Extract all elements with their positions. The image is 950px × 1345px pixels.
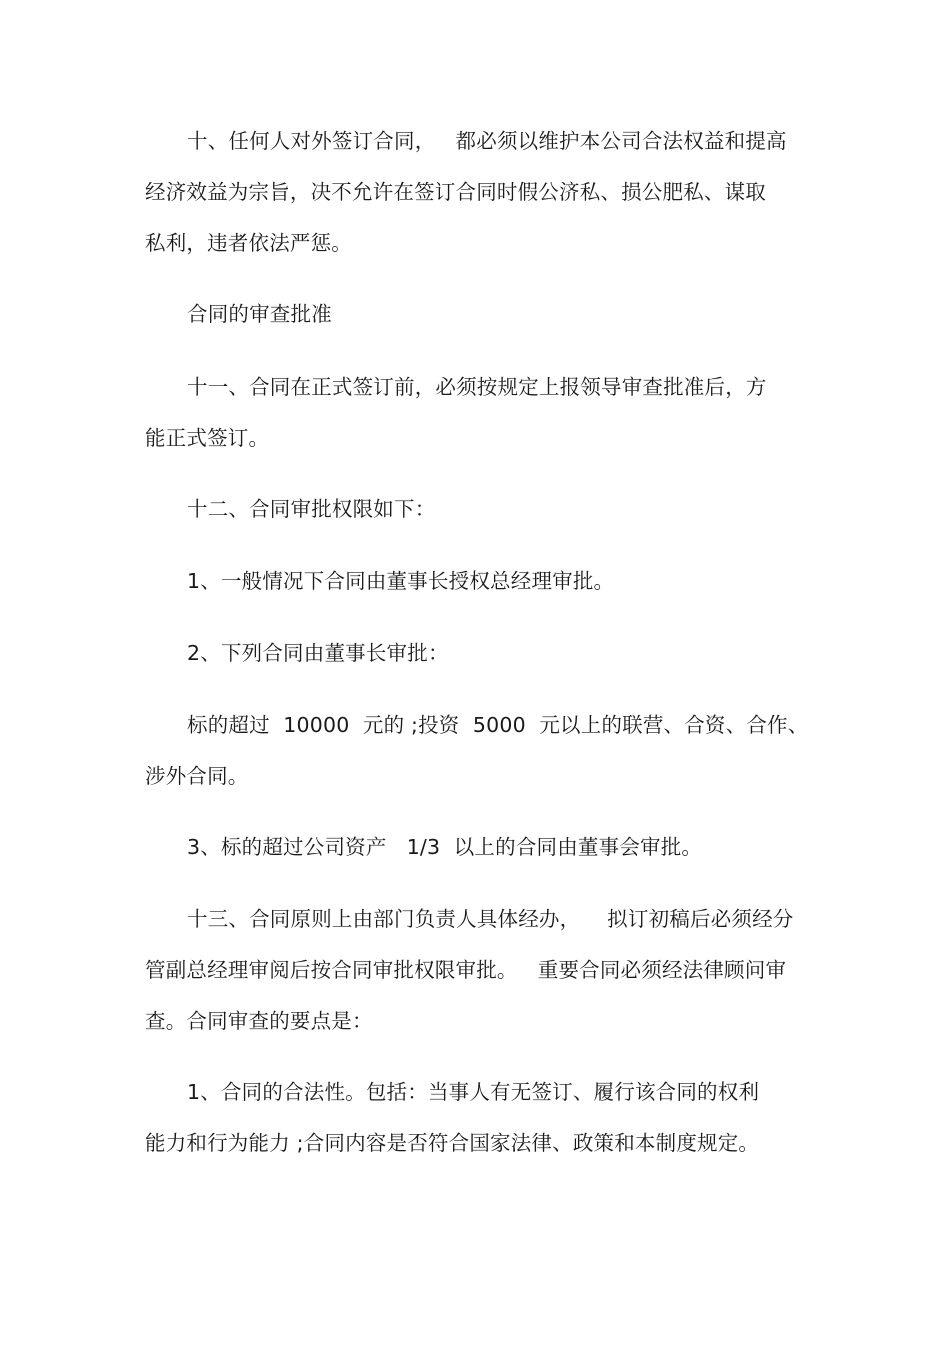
review-point-1-line-2: 能力和行为能力 ;合同内容是否符合国家法律、政策和本制度规定。: [145, 1131, 760, 1155]
paragraph-10-line-1: 十、任何人对外签订合同， 都必须以维护本公司合法权益和提高: [187, 129, 787, 153]
item-1: 1、一般情况下合同由董事长授权总经理审批。: [187, 569, 615, 593]
item-3: 3、标的超过公司资产 1/3 以上的合同由董事会审批。: [187, 835, 703, 859]
paragraph-13-line-3: 查。合同审查的要点是：: [145, 1009, 373, 1033]
paragraph-11-line-1: 十一、合同在正式签订前，必须按规定上报领导审查批准后，方: [187, 375, 767, 399]
paragraph-12: 十二、合同审批权限如下：: [187, 497, 436, 521]
item-2-detail-line-2: 涉外合同。: [145, 764, 249, 788]
section-heading: 合同的审查批准: [187, 302, 332, 326]
paragraph-10-line-3: 私利，违者依法严惩。: [145, 231, 352, 255]
paragraph-11-line-2: 能正式签订。: [145, 426, 270, 450]
paragraph-10-line-2: 经济效益为宗旨，决不允许在签订合同时假公济私、损公肥私、谋取: [145, 180, 766, 204]
item-2: 2、下列合同由董事长审批：: [187, 641, 449, 665]
item-2-detail-line-1: 标的超过 10000 元的 ;投资 5000 元以上的联营、合资、合作、: [187, 713, 809, 737]
paragraph-13-line-2: 管副总经理审阅后按合同审批权限审批。 重要合同必须经法律顾问审: [145, 958, 787, 982]
review-point-1-line-1: 1、合同的合法性。包括：当事人有无签订、履行该合同的权利: [187, 1080, 760, 1104]
paragraph-13-line-1: 十三、合同原则上由部门负责人具体经办， 拟订初稿后必须经分: [187, 907, 794, 931]
